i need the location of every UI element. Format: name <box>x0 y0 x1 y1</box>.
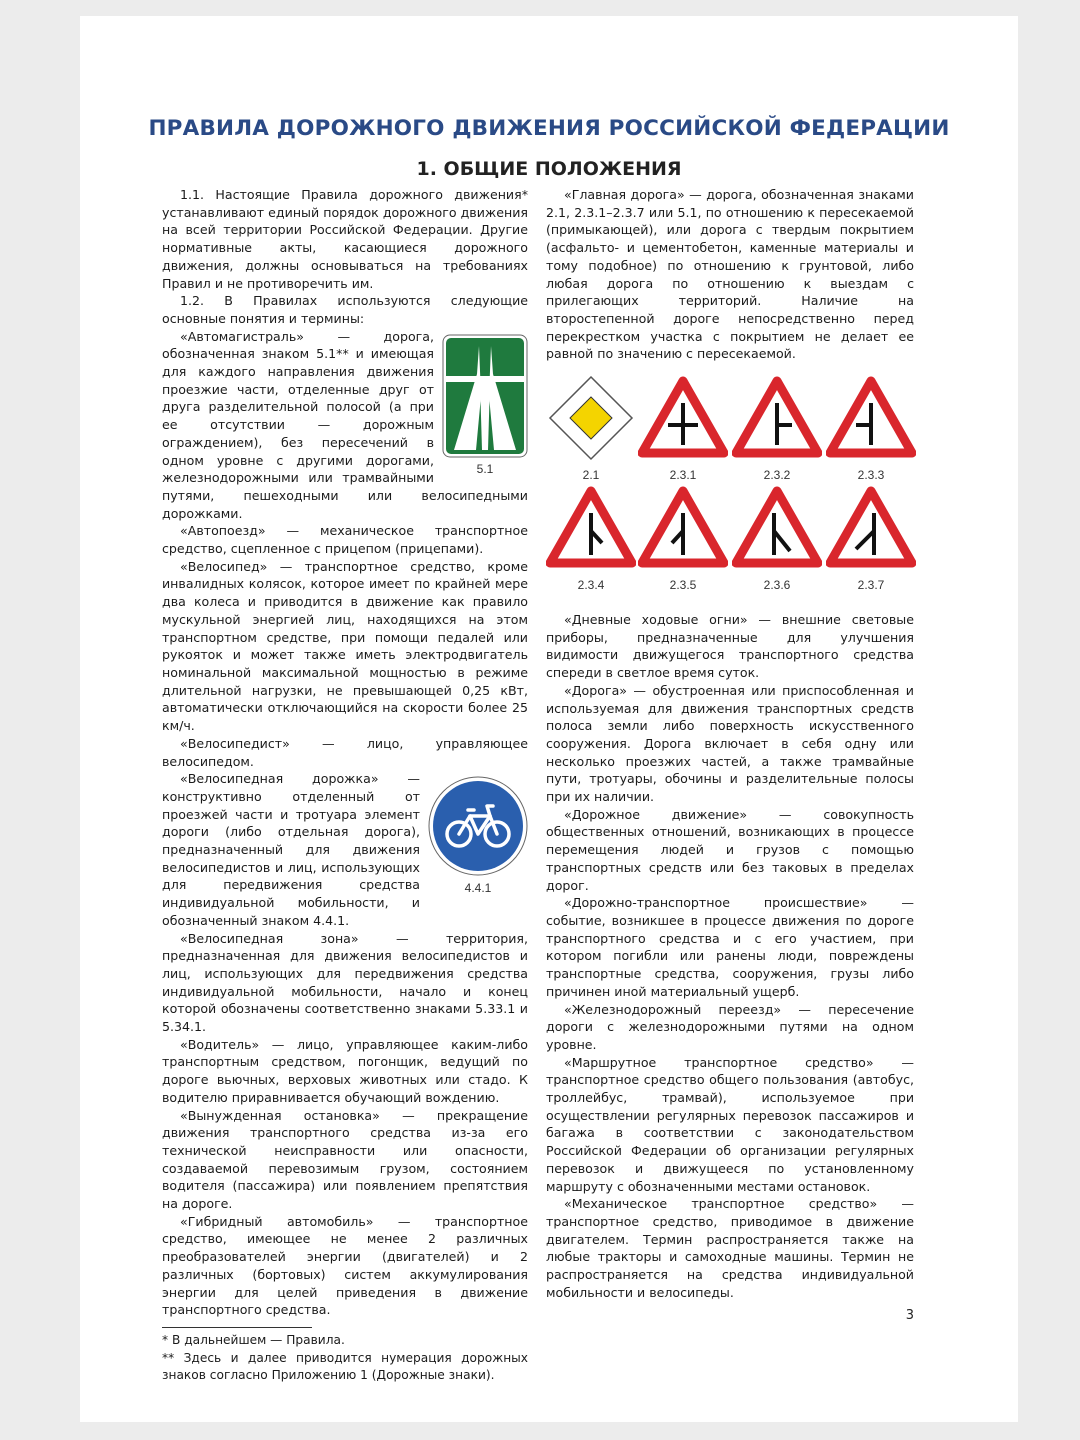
right-column <box>546 186 914 1301</box>
side-road-left-sign-icon <box>826 375 916 461</box>
term-motor-vehicle: «Механическое транспортное средство» — транспортное средство, приводимое в движение двигателем. Термин распространяется также на любые тракторы и самоходные машины. Термин не распространяется на средства индивидуальной мобильности и велосипеды. <box>546 1196 914 1300</box>
term-forced-stop: «Вынужденная остановка» — прекращение движения транспортного средства из-за его технической неисправности или опасности, создаваемой перевозимым грузом, состоянием водителя (пассажира) или появлением препятствия на дороге. <box>162 1107 528 1212</box>
sign-2-3-4 <box>546 485 636 592</box>
motorway-sign-icon <box>442 334 528 458</box>
term-cyclist: «Велосипедист» — лицо, управляющее велосипедом. <box>162 735 528 769</box>
term-driver: «Водитель» — лицо, управляющее каким-либо транспортным средством, погонщик, ведущий по дороге вьючных, верховых животных или стадо. К водителю приравнивается обучающий вождению. <box>162 1036 528 1105</box>
sign-2-3-6 <box>732 485 822 592</box>
side-road-right-sign-icon <box>732 375 822 461</box>
crossroad-sign-icon <box>638 375 728 461</box>
sign-2-3-3-caption: 2.3.3 <box>857 467 885 482</box>
sign-5-1-caption: 5.1 <box>476 462 494 477</box>
footnote-1: * В дальнейшем — Правила. <box>162 1333 345 1347</box>
section-title: 1. ОБЩИЕ ПОЛОЖЕНИЯ <box>416 158 682 180</box>
adjoining-right-sign-icon <box>546 485 636 571</box>
term-main-road: «Главная дорога» — дорога, обозначенная знаками 2.1, 2.3.1–2.3.7 или 5.1, по отношению к пересекаемой (примыкающей), или дорога с твердым покрытием (асфальто- и цементобетон, каменные материалы и тому подобное) по отношению к грунтовой, либо любая дорога по отношению к выездам с прилегающих территорий. Наличие на второстепенной дороге непосредственно перед перекрестком участка с покрытием не делает ее равной по значению с пересекаемой. <box>546 187 914 362</box>
sign-2-3-2 <box>732 375 822 482</box>
sign-2-3-5-caption: 2.3.5 <box>669 577 697 592</box>
sign-2-3-1 <box>638 375 728 482</box>
term-road-traffic: «Дорожное движение» — совокупность общественных отношений, возникающих в процессе перемещения людей и грузов с помощью транспортных средств или без таковых в пределах дорог. <box>546 806 914 893</box>
page-title: ПРАВИЛА ДОРОЖНОГО ДВИЖЕНИЯ РОССИЙСКОЙ ФЕДЕРАЦИИ <box>148 116 950 141</box>
sign-2-3-7 <box>826 485 916 592</box>
sign-2-1 <box>546 375 636 482</box>
sign-2-3-7-caption: 2.3.7 <box>857 577 885 592</box>
sign-2-3-4-caption: 2.3.4 <box>577 577 605 592</box>
sign-4-4-1-caption: 4.4.1 <box>464 880 492 895</box>
term-motorway: «Автомагистраль» — дорога, обозначенная знаком 5.1** и имеющая для каждого направления движения проезжие части, отделенные друг от друга разделительной полосой (а при ее отсутствии — дорожным ограждением), без пересечений в одном уровне с другими дорогами, железнодорожными или трамвайными путями, пешеходными или велосипедными дорожками. <box>162 328 528 521</box>
sign-2-3-2-caption: 2.3.2 <box>763 467 791 482</box>
sign-2-3-3 <box>826 375 916 482</box>
adjoining-left-sign-icon <box>638 485 728 571</box>
main-road-sign-icon <box>548 375 634 461</box>
term-road: «Дорога» — обустроенная или приспособленная и используемая для движения транспортных средств полоса земли либо поверхность искусственного сооружения. Дорога включает в себя одну или несколько проезжих частей, а также трамвайные пути, тротуары, обочины и разделительные полосы при их наличии. <box>546 682 914 805</box>
footnote-divider <box>162 1327 312 1328</box>
term-railway-crossing: «Железнодорожный переезд» — пересечение дороги с железнодорожными путями на одном уровне. <box>546 1001 914 1052</box>
sign-2-3-5 <box>638 485 728 592</box>
sign-2-1-caption: 2.1 <box>582 467 600 482</box>
paragraph-1-1: 1.1. Настоящие Правила дорожного движения* устанавливают единый порядок дорожного движения на всей территории Российской Федерации. Другие нормативные акты, касающиеся дорожного движения, должны основываться на требованиях Правил и не противоречить им. <box>162 187 528 291</box>
bicycle-sign-icon <box>428 776 528 876</box>
document-page <box>80 16 1018 1422</box>
left-column <box>162 186 528 1385</box>
term-bicycle: «Велосипед» — транспортное средство, кроме инвалидных колясок, которое имеет по крайней мере два колеса и приводится в движение как правило мускульной энергией лиц, находящихся на этом транспортном средстве, при помощи педалей или рукояток и может также иметь электродвигатель номинальной максимальной мощностью в режиме длительной нагрузки, не превышающей 0,25 кВт, автоматически отключающийся на скорости более 25 км/ч. <box>162 558 528 734</box>
footnote-2: ** Здесь и далее приводится нумерация дорожных знаков согласно Приложению 1 (Дорожные знаки). <box>162 1350 528 1383</box>
term-road-accident: «Дорожно-транспортное происшествие» — событие, возникшее в процессе движения по дороге транспортного средства и с его участием, при котором погибли или ранены люди, повреждены транспортные средства, сооружения, грузы либо причинен иной материальный ущерб. <box>546 895 914 999</box>
term-daytime-lights: «Дневные ходовые огни» — внешние световые приборы, предназначенные для улучшения видимости движущегося транспортного средства спереди в светлое время суток. <box>546 612 914 681</box>
sign-5-1-figure <box>442 334 528 477</box>
term-bike-lane: «Велосипедная дорожка» — конструктивно отделенный от проезжей части и тротуара элемент дороги (либо отдельная дорога), предназначенный для движения велосипедистов и лиц, использующих для передвижения средства индивидуальной мобильности, и обозначенный знаком 4.4.1. <box>162 771 420 928</box>
paragraph-1-2: 1.2. В Правилах используются следующие основные понятия и термины: <box>162 293 528 326</box>
sign-2-3-6-caption: 2.3.6 <box>763 577 791 592</box>
term-bike-zone: «Велосипедная зона» — территория, предназначенная для движения велосипедистов и лиц, использующих для передвижения средства индивидуальной мобильности, начало и конец которой обозначены соответственно знаками 5.33.1 и 5.34.1. <box>162 930 528 1035</box>
page-number: 3 <box>905 1308 914 1323</box>
sign-4-4-1-figure <box>428 776 528 895</box>
priority-signs-grid <box>546 375 914 597</box>
sign-2-3-1-caption: 2.3.1 <box>669 467 697 482</box>
term-road-train: «Автопоезд» — механическое транспортное средство, сцепленное с прицепом (прицепами). <box>162 523 528 557</box>
term-route-vehicle: «Маршрутное транспортное средство» — транспортное средство общего пользования (автобус, троллейбус, трамвай), используемое при осуществлении регулярных перевозок пассажиров и багажа в соответствии с законодательством Российской Федерации об организации регулярных перевозок и движущееся по установленному маршруту с обозначенными местами остановок. <box>546 1054 914 1194</box>
adjoining-left-angle-sign-icon <box>826 485 916 571</box>
adjoining-right-angle-sign-icon <box>732 485 822 571</box>
term-hybrid-car: «Гибридный автомобиль» — транспортное средство, имеющее не менее 2 различных преобразователей энергии (двигателей) и 2 различных (бортовых) систем аккумулирования энергии для целей приведения в движение транспортного средства. <box>162 1213 528 1318</box>
